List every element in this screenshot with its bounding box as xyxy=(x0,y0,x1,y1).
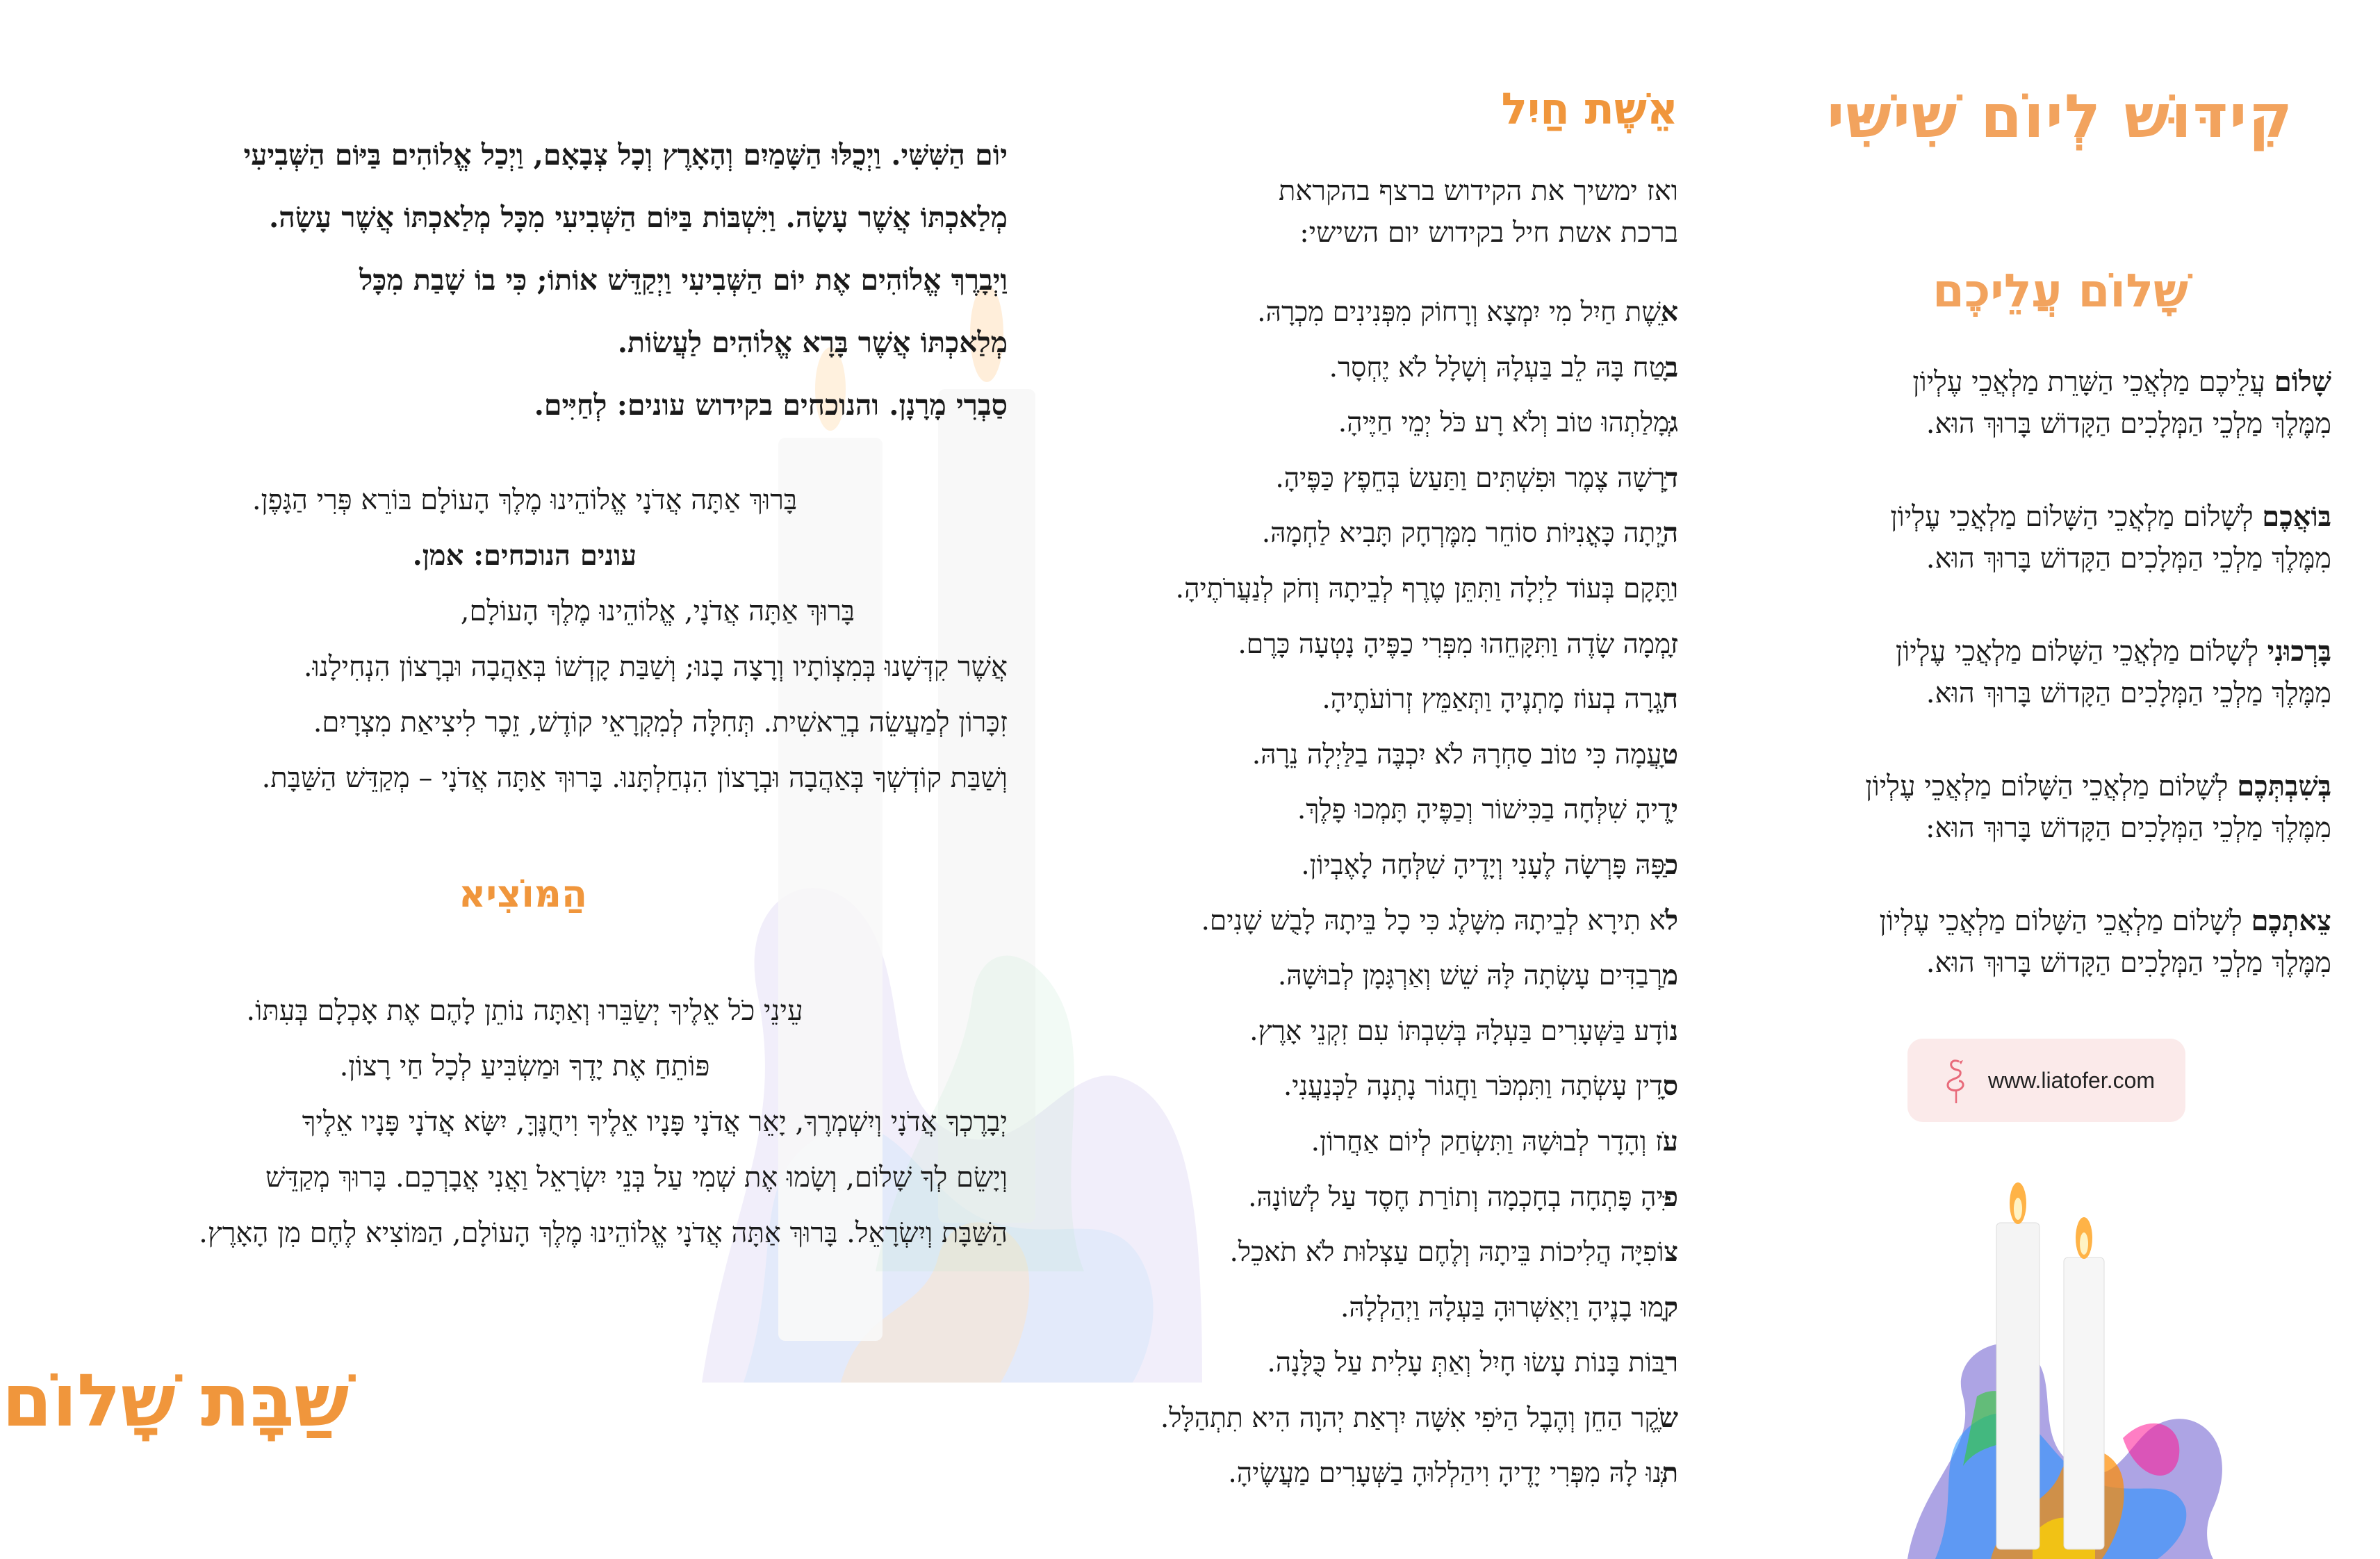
shalom-aleichem-stanzas xyxy=(1779,361,2331,1035)
verse-initial: ק xyxy=(1664,1291,1678,1323)
stanza xyxy=(1779,900,2331,984)
verse-initial: כ xyxy=(1664,848,1678,881)
stanza xyxy=(1779,631,2331,714)
kiddush-blessings xyxy=(42,472,1008,806)
verse-initial: פ xyxy=(1663,1180,1678,1213)
verse-text: ְּנוּ לָהּ מִפְּרִי יָדֶיהָ וִיהַלְלוּהָ בַשְּׁעָרִים מַעֲשֶׂיהָ. xyxy=(1228,1458,1662,1490)
verse-initial: ה xyxy=(1662,517,1678,550)
flamingo-icon xyxy=(1938,1056,1976,1105)
verse-text: ָעֲמָה כִּי טוֹב סַחְרָהּ לֹא יִכְבֶּה בַלַּיְלָה נֵרָהּ. xyxy=(1251,739,1662,770)
verse-text: ֶׁקֶר הַחֵן וְהֶבֶל הַיֹּפִי אִשָּׁה יִרְאַת יְהוָה הִיא תִתְהַלָּל. xyxy=(1160,1402,1659,1434)
verse-text: וֹפִיָּה הֲלִיכוֹת בֵּיתָהּ וְלֶחֶם עַצְלוּת לֹא תֹאכֵל. xyxy=(1229,1237,1664,1269)
stanza-lead: בְּשִׁבְתְּכֶם xyxy=(2237,770,2331,802)
candles-illustration xyxy=(1824,1146,2324,1559)
stanza-line1: לְשָׁלוֹם מַלְאֲכֵי הַשָּׁלוֹם מַלְאֲכֵי עֶלְיוֹן xyxy=(1865,770,2238,802)
verse-text: ָמְמָה שָׂדֶה וַתִּקָּחֵהוּ מִפְּרִי כַפֶּיהָ נָטְעָה כָּרֶם. xyxy=(1238,628,1671,660)
verse-text: וֹדָע בַּשְּׁעָרִים בַּעְלָהּ בְּשִׁבְתּוֹ עִם זִקְנֵי אָרֶץ. xyxy=(1249,1015,1670,1047)
hamotzi-line: עֵינֵי כֹל אֵלֶיךָ יְשַׂבֵּרוּ וְאַתָּה נוֹתֵן לָהֶם אֶת אָכְלָם בְּעִתּוֹ. xyxy=(246,995,803,1027)
vayechulu-passage xyxy=(42,124,1008,436)
kiddush-line: זִכָּרוֹן לְמַעֲשֵׂה בְרֵאשִׁית. תְּחִלָּה לְמִקְרָאֵי קוֹדֶשׁ, זֵכֶר לִיצִיאַת מִצְרָיִם. xyxy=(313,707,1008,739)
kiddush-line: אֲשֶׁר קִדְּשָׁנוּ בְּמִצְוֹתָיו וְרָצָה בָנוּ; וְשַׁבַּת קָדְשׁוֹ בְּאַהֲבָה וּבְרָצוֹן הִנְחִילָנוּ. xyxy=(303,651,1008,683)
eshet-chayil-intro xyxy=(1088,170,1678,254)
verse-initial: נ xyxy=(1669,1014,1678,1047)
verse-text: ַבּוֹת בָּנוֹת עָשׂוּ חָיִל וְאַתְּ עָלִית עַל כֻּלָּנָה. xyxy=(1267,1347,1665,1379)
verse-initial: ח xyxy=(1661,683,1678,716)
hamotzi-line: יְבָרֶכְךָ אֲדֹנָי וְיִשְׁמְרֶךָ, יָאֵר אֲדֹנָי פָּנָיו אֵלֶיךָ וִיחֻנֶּךָּ, יִשָּׂא אֲדֹנָי פָּנָיו אֵלֶיךָ xyxy=(302,1106,1008,1138)
verse-initial: צ xyxy=(1664,1236,1678,1269)
verse-initial: ש xyxy=(1659,1401,1678,1434)
verse-initial: ר xyxy=(1664,1346,1678,1379)
verse-initial: ט xyxy=(1661,738,1678,770)
verse-initial: ל xyxy=(1665,904,1678,937)
verse-text: ְּמָלַתְהוּ טוֹב וְלֹא רָע כֹּל יְמֵי חַיֶּיהָ. xyxy=(1338,407,1670,439)
verse-text: ָמוּ בָנֶיהָ וַיְאַשְּׁרוּהָ בַּעְלָהּ וַיְהַלְלָהּ. xyxy=(1340,1292,1664,1323)
passage-line: סַבְרִי מָרָנָן. והנוכחים בקידוש עונים: לְחַיִּים. xyxy=(534,388,1008,422)
verse-initial: ע xyxy=(1662,1125,1678,1157)
stanza-lead: בָּרְכוּנִי xyxy=(2267,635,2331,668)
verse-text: ָדֶיהָ שִׁלְּחָה בַכִּישׁוֹר וְכַפֶּיהָ תָּמְכוּ פָלֶךְ. xyxy=(1297,794,1671,826)
shalom-aleichem-title: שָׁלוֹם עֲלֵיכֶם xyxy=(1932,264,2189,317)
kiddush-line: בָּרוּךְ אַתָּה אֲדֹנָי, אֱלוֹהֵינוּ מֶלֶךְ הָעוֹלָם, xyxy=(460,595,855,627)
stanza-line1: לְשָׁלוֹם מַלְאֲכֵי הַשָּׁלוֹם מַלְאֲכֵי עֶלְיוֹן xyxy=(1895,636,2267,668)
verse-text: ָּרְשָׁה צֶמֶר וּפִשְׁתִּים וַתַּעַשׂ בְּחֵפֶץ כַּפֶּיהָ. xyxy=(1275,462,1666,494)
stanza-lead: בּוֹאֲכֶם xyxy=(2262,500,2331,533)
stanza xyxy=(1779,766,2331,849)
left-panel xyxy=(0,0,1046,1559)
verse-initial: ת xyxy=(1661,1457,1678,1490)
stanza-line1: לְשָׁלוֹם מַלְאֲכֵי הַשָּׁלוֹם מַלְאֲכֵי עֶלְיוֹן xyxy=(1890,501,2263,533)
verse-initial: ו xyxy=(1671,572,1678,604)
verse-initial: א xyxy=(1660,296,1678,328)
passage-line: וַיְבָרֶךְ אֱלוֹהִים אֶת יוֹם הַשְּׁבִיעִי וַיְקַדֵּשׁ אוֹתוֹ; כִּי בוֹ שָׁבַת מִכָּל xyxy=(359,263,1008,297)
verse-initial: ד xyxy=(1665,461,1678,494)
intro-line: ברכת אשת חיל בקידוש יום השישי: xyxy=(1299,217,1678,249)
hamotzi-line: וְיָשֵׂם לְךָ שָׁלוֹם, וְשָׂמוּ אֶת שְׁמִי עַל בְּנֵי יִשְׂרָאֵל וַאֲנִי אֲבָרְכֵם. בָּרוּךְ מְקַדֵּשׁ xyxy=(265,1162,1008,1194)
verse-text: ֹז וְהָדָר לְבוּשָׁהּ וַתִּשְׂחַק לְיוֹם אַחֲרוֹן. xyxy=(1311,1125,1663,1157)
stanza-line2: מִמֶּלֶךְ מַלְכֵי הַמְּלָכִים הַקָּדוֹשׁ בָּרוּךְ הוּא. xyxy=(1926,408,2331,440)
verse xyxy=(1060,1391,1678,1446)
verse-initial: ז xyxy=(1671,627,1678,660)
intro-line: ואז ימשיך את הקידוש ברצף בהקראת xyxy=(1278,175,1678,207)
stanza-line2: מִמֶּלֶךְ מַלְכֵי הַמְּלָכִים הַקָּדוֹשׁ בָּרוּךְ הוּא. xyxy=(1926,947,2331,979)
stanza-line1: לְשָׁלוֹם מַלְאֲכֵי הַשָּׁלוֹם מַלְאֲכֵי עֶלְיוֹן xyxy=(1879,905,2251,937)
stanza-line2: מִמֶּלֶךְ מַלְכֵי הַמְּלָכִים הַקָּדוֹשׁ בָּרוּךְ הוּא: xyxy=(1926,812,2331,844)
congregation-answer: עונים הנוכחים: אמן. xyxy=(412,539,637,572)
passage-line: יוֹם הַשִּׁשִּׁי. וַיְכֻלּוּ הַשָּׁמַיִם וְהָאָרֶץ וְכָל צְבָאָם, וַיְכַל אֱלוֹהִים בַּיּוֹם הַשְּׁבִיעִי xyxy=(243,138,1008,172)
verse-text: ַרְבַדִּים עָשְׂתָה לָּהּ שֵׁשׁ וְאַרְגָּמָן לְבוּשָׁהּ. xyxy=(1277,960,1662,992)
verse xyxy=(1060,1446,1678,1501)
stanza-lead: צֵאתְכֶם xyxy=(2251,905,2331,937)
wine-blessing: בָּרוּךְ אַתָּה אֲדֹנָי אֱלוֹהֵינוּ מֶלֶךְ הָעוֹלָם בּוֹרֵא פְּרִי הַגָּפֶן. xyxy=(252,484,798,516)
verse-text: ַּפָּהּ פָּרְשָׂה לֶעָנִי וְיָדֶיהָ שִׁלְּחָה לָאֶבְיוֹן. xyxy=(1301,849,1665,881)
verse-initial: י xyxy=(1671,793,1678,826)
verse-text: ִּיהָ פָּתְחָה בְחָכְמָה וְתוֹרַת חֶסֶד עַל לְשׁוֹנָהּ. xyxy=(1248,1181,1664,1213)
stanza-lead: שָׁלוֹם xyxy=(2274,365,2331,398)
verse-text: ָגְרָה בְעוֹז מָתְנֶיהָ וַתְּאַמֵּץ זְרוֹעֹתֶיהָ. xyxy=(1322,684,1662,716)
website-url[interactable]: www.liatofer.com xyxy=(1987,1067,2156,1093)
stanza xyxy=(1779,361,2331,445)
website-badge[interactable] xyxy=(1907,1039,2185,1122)
kiddush-line: וְשַׁבַּת קוֹדְשְׁךָ בְּאַהֲבָה וּבְרָצוֹן הִנְחַלְתָּנוּ. בָּרוּךְ אַתָּה אֲדֹנָי – מְקַדֵּשׁ הַשַּׁבָּת. xyxy=(261,762,1008,794)
shabbat-shalom-text: שַׁבָּת שָׁלוֹם xyxy=(1,1358,350,1443)
right-panel xyxy=(1741,0,2380,1559)
hamotzi-line: הַשַּׁבָּת וְיִשְׂרָאֵל. בָּרוּךְ אַתָּה אֲדֹנָי אֱלוֹהֵינוּ מֶלֶךְ הָעוֹלָם, הַמּוֹצִיא לֶחֶם מִן הָאָרֶץ. xyxy=(199,1217,1008,1249)
verse-text: ֵשֶׁת חַיִל מִי יִמְצָא וְרָחוֹק מִפְּנִינִים מִכְרָהּ. xyxy=(1257,297,1661,328)
kiddush-title: קִידּוּשׁ לְיוֹם שִׁישִּׁי xyxy=(1827,82,2294,151)
passage-line: מְלַאכְתּוֹ אֲשֶׁר עָשָׂה. וַיִּשְׁבּוֹת בַּיּוֹם הַשְּׁבִיעִי מִכָּל מְלַאכְתּוֹ אֲשֶׁר עָשָׂה. xyxy=(268,201,1008,234)
passage-line: מְלַאכְתּוֹ אֲשֶׁר בָּרָא אֱלוֹהִים לַעֲשׂוֹת. xyxy=(617,326,1008,359)
stanza-line2: מִמֶּלֶךְ מַלְכֵי הַמְּלָכִים הַקָּדוֹשׁ בָּרוּךְ הוּא. xyxy=(1926,543,2331,575)
verse-initial: ס xyxy=(1662,1070,1678,1103)
verse-initial: ב xyxy=(1665,351,1678,383)
verse-text: ָּטַח בָּהּ לֵב בַּעְלָהּ וְשָׁלָל לֹא יֶחְסָר. xyxy=(1329,352,1666,383)
verse-text: ָיְתָה כָּאֳנִיּוֹת סוֹחֵר מִמֶּרְחָק תָּבִיא לַחְמָהּ. xyxy=(1261,518,1663,550)
eshet-chayil-title: אֵשֶׁת חַיִל xyxy=(1501,83,1678,134)
hamotzi-line: פּוֹתֵחַ אֶת יָדֶךָ וּמַשְׂבִּיעַ לְכָל חַי רָצוֹן. xyxy=(339,1050,710,1082)
verse-initial: ג xyxy=(1669,406,1678,439)
verse-initial: מ xyxy=(1661,959,1678,992)
stanza-line1: עֲלֵיכֶם מַלְאֲכֵי הַשָּׁרֵת מַלְאֲכֵי עֶלְיוֹן xyxy=(1912,366,2274,398)
verse-text: ַתָּקָם בְּעוֹד לַיְלָה וַתִּתֵּן טֶרֶף לְבֵיתָהּ וְחֹק לְנַעֲרֹתֶיהָ. xyxy=(1175,572,1672,604)
stanza xyxy=(1779,496,2331,579)
hamotzi-passage xyxy=(42,983,1008,1261)
shabbat-shalom-title xyxy=(0,1358,1046,1443)
hamotzi-title: הַמּוֹצִיא xyxy=(458,872,588,916)
verse-text: ֹא תִירָא לְבֵיתָהּ מִשָּׁלֶג כִּי כָל בֵּיתָהּ לָבֻשׁ שָׁנִים. xyxy=(1201,905,1666,937)
verse-text: ָדִין עָשְׂתָה וַתִּמְכֹּר וַחֲגוֹר נָתְנָה לַכְּנַעֲנִי. xyxy=(1283,1071,1663,1103)
stanza-line2: מִמֶּלֶךְ מַלְכֵי הַמְּלָכִים הַקָּדוֹשׁ בָּרוּךְ הוּא. xyxy=(1926,677,2331,709)
